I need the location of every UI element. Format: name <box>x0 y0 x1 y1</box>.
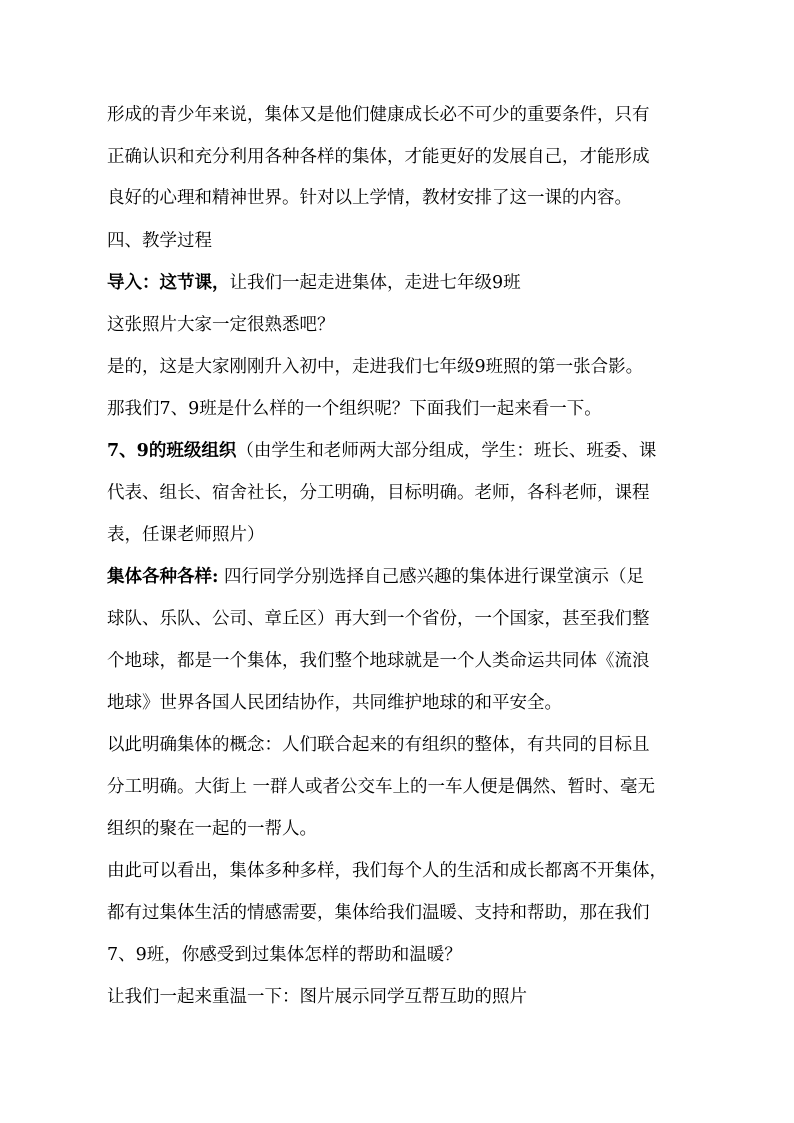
text-line: 正确认识和充分利用各种各样的集体，才能更好的发展自己，才能形成 <box>107 147 650 167</box>
class-org-line <box>107 439 707 463</box>
text-line: 7、9班，你感受到过集体怎样的帮助和温暖？ <box>107 945 462 965</box>
text-line: 那我们7、9班是什么样的一个组织呢？下面我们一起来看一下。 <box>107 399 602 419</box>
class-org-label: 7、9的班级组织 <box>107 441 237 461</box>
section-heading: 四、教学过程 <box>107 231 212 251</box>
text-line: 代表、组长、宿舍社长，分工明确，目标明确。老师，各科老师，课程 <box>107 483 650 503</box>
text-line: 表，任课老师照片） <box>107 525 265 545</box>
text-line: 球队、乐队、公司、章丘区）再大到一个省份，一个国家，甚至我们整 <box>107 609 650 629</box>
text-line: 良好的心理和精神世界。针对以上学情，教材安排了这一课的内容。 <box>107 188 632 208</box>
text-line: 分工明确。大街上 一群人或者公交车上的一车人便是偶然、暂时、毫无 <box>107 777 656 797</box>
class-org-text: （由学生和老师两大部分组成，学生：班长、班委、课 <box>236 441 657 461</box>
text-line: 都有过集体生活的情感需要，集体给我们温暖、支持和帮助，那在我们 <box>107 903 650 923</box>
variety-line <box>107 565 707 589</box>
text-line: 让我们一起来重温一下：图片展示同学互帮互助的照片 <box>107 987 527 1007</box>
text-line: 地球》世界各国人民团结协作，共同维护地球的和平安全。 <box>107 693 562 713</box>
text-line: 由此可以看出，集体多种多样，我们每个人的生活和成长都离不开集体， <box>107 861 667 881</box>
text-line: 是的，这是大家刚刚升入初中，走进我们七年级9班照的第一张合影。 <box>107 357 644 377</box>
intro-label: 导入：这节课， <box>107 273 230 293</box>
text-line: 形成的青少年来说，集体又是他们健康成长必不可少的重要条件，只有 <box>107 105 650 125</box>
text-line: 个地球，都是一个集体，我们整个地球就是一个人类命运共同体《流浪 <box>107 651 650 671</box>
text-line: 以此明确集体的概念：人们联合起来的有组织的整体，有共同的目标且 <box>107 735 650 755</box>
intro-line <box>107 271 707 295</box>
variety-label: 集体各种各样: <box>107 567 219 587</box>
text-line: 组织的聚在一起的一帮人。 <box>107 819 317 839</box>
text-line: 这张照片大家一定很熟悉吧？ <box>107 315 335 335</box>
intro-text: 让我们一起走进集体，走进七年级9班 <box>229 273 521 293</box>
variety-text: 四行同学分别选择自己感兴趣的集体进行课堂演示（足 <box>218 567 645 587</box>
